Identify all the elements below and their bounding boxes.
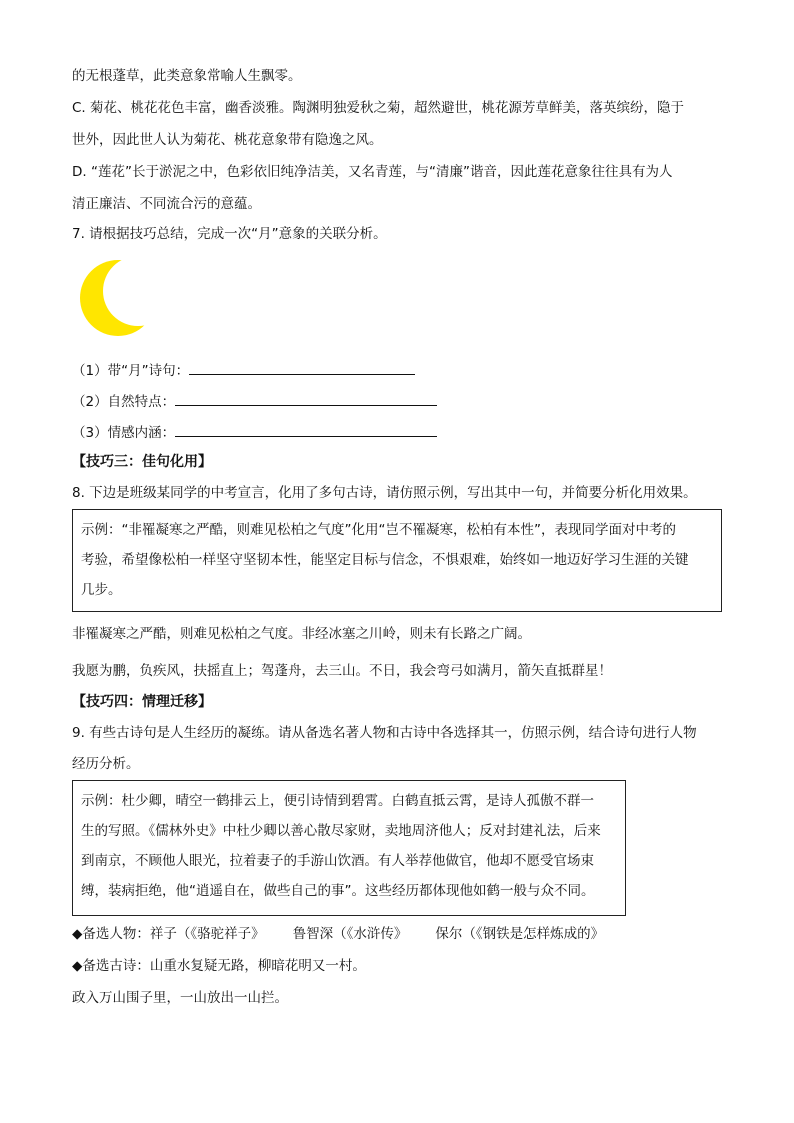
section-heading-4: 【技巧四：情理迁移】 <box>72 694 212 710</box>
fill-item-3 <box>72 422 437 443</box>
fill-item-2 <box>72 391 437 412</box>
example-box-9 <box>72 780 626 916</box>
example-8-line-1: 示例：“非罹凝寒之严酷，则难见松柏之气度”化用“岂不罹凝寒，松柏有本性”，表现同学面对中考的 <box>81 522 676 538</box>
option-c-line-2: 世外，因此世人认为菊花、桃花意象带有隐逸之风。 <box>72 132 383 148</box>
answer-blank-1[interactable] <box>189 360 415 375</box>
example-8-line-2: 考验，希望像松柏一样坚守坚韧本性，能坚定目标与信念，不惧艰难，始终如一地迈好学习生涯的关键 <box>81 552 689 568</box>
crescent-moon-icon <box>78 258 160 340</box>
candidate-xiangzi: ◆备选人物：祥子（《骆驼祥子》 <box>72 926 265 942</box>
example-9-line-3: 到南京，不顾他人眼光，拉着妻子的手游山饮酒。有人举荐他做官，他却不愿受官场束 <box>81 853 594 869</box>
answer-blank-2[interactable] <box>175 391 437 406</box>
question-7: 7. 请根据技巧总结，完成一次“月”意象的关联分析。 <box>72 226 387 242</box>
declaration-line-1: 非罹凝寒之严酷，则难见松柏之气度。非经冰塞之川岭，则未有长路之广阔。 <box>72 626 531 642</box>
fill-label-3: （3）情感内涵： <box>72 425 176 441</box>
question-8: 8. 下边是班级某同学的中考宣言，化用了多句古诗，请仿照示例，写出其中一句，并简要分析化用效果。 <box>72 485 697 501</box>
candidate-luzhishen: 鲁智深（《水浒传》 <box>292 926 408 942</box>
example-9-line-1: 示例：杜少卿，晴空一鹤排云上，便引诗情到碧霄。白鹤直抵云霄，是诗人孤傲不群一 <box>81 793 594 809</box>
example-box-8 <box>72 509 722 612</box>
example-9-line-2: 生的写照。《儒林外史》中杜少卿以善心散尽家财，卖地周济他人；反对封建礼法，后来 <box>81 823 601 839</box>
option-b-tail: 的无根蓬草，此类意象常喻人生飘零。 <box>72 68 302 84</box>
example-8-line-3: 几步。 <box>81 582 122 598</box>
option-c-line-1: C. 菊花、桃花花色丰富，幽香淡雅。陶渊明独爱秋之菊，超然避世，桃花源芳草鲜美，落英缤纷，隐于 <box>72 100 685 116</box>
candidate-characters <box>72 924 604 944</box>
candidate-poem-2: 政入万山围子里，一山放出一山拦。 <box>72 990 288 1006</box>
declaration-line-2: 我愿为鹏，负疾风，扶摇直上；驾蓬舟，去三山。不日，我会弯弓如满月，箭矢直抵群星！ <box>72 663 612 679</box>
answer-blank-3[interactable] <box>175 422 437 437</box>
question-9-line-2: 经历分析。 <box>72 756 140 772</box>
fill-item-1 <box>72 360 415 381</box>
fill-label-2: （2）自然特点： <box>72 394 176 410</box>
option-d-line-2: 清正廉洁、不同流合污的意蕴。 <box>72 196 261 212</box>
option-d-line-1: D. “莲花”长于淤泥之中，色彩依旧纯净洁美，又名青莲，与“清廉”谐音，因此莲花意象往往具有为人 <box>72 164 673 180</box>
example-9-line-4: 缚，装病拒绝，他“逍遥自在，做些自己的事”。这些经历都体现他如鹤一般与众不同。 <box>81 883 595 899</box>
candidate-baoer: 保尔（《钢铁是怎样炼成的》 <box>435 926 605 942</box>
fill-label-1: （1）带“月”诗句： <box>72 363 190 379</box>
section-heading-3: 【技巧三：佳句化用】 <box>72 454 212 470</box>
candidate-poem-1: ◆备选古诗：山重水复疑无路，柳暗花明又一村。 <box>72 958 366 974</box>
question-9-line-1: 9. 有些古诗句是人生经历的凝练。请从备选名著人物和古诗中各选择其一，仿照示例，结合诗句进行人物 <box>72 725 697 741</box>
